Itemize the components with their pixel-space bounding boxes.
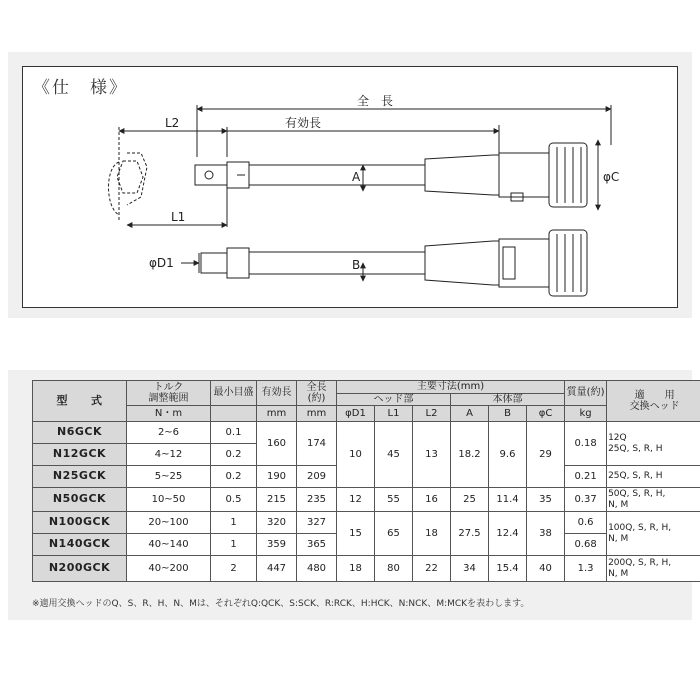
cell-b: 15.4 (489, 556, 527, 582)
specification-panel (8, 52, 692, 318)
header-effective-length: 有効長 (257, 381, 297, 406)
cell-l2: 18 (413, 512, 451, 556)
spec-table (32, 380, 700, 582)
table-row (33, 422, 700, 444)
drawing-frame (22, 66, 678, 308)
cell-total: 235 (297, 488, 337, 512)
label-b: B (352, 258, 361, 272)
cell-a: 27.5 (451, 512, 489, 556)
cell-min: 1 (211, 512, 257, 534)
cell-min: 0.2 (211, 466, 257, 488)
label-phi-d1: φD1 (149, 256, 174, 270)
grip-front (425, 155, 499, 195)
head-adaptor (195, 165, 227, 185)
head-outline (109, 153, 148, 215)
spec-title: 《仕 様》 (33, 78, 128, 98)
cell-heads: 50Q, S, R, H, N, M (607, 488, 700, 512)
cell-l2: 22 (413, 556, 451, 582)
cell-model: N50GCK (33, 488, 127, 512)
cell-total: 327 (297, 512, 337, 534)
header-b: B (489, 406, 527, 422)
cell-d1: 15 (337, 512, 375, 556)
cell-effective: 359 (257, 534, 297, 556)
side-shaft (249, 252, 425, 274)
cell-torque: 40~140 (127, 534, 211, 556)
cell-heads: 200Q, S, R, H, N, M (607, 556, 700, 582)
cell-min: 1 (211, 534, 257, 556)
label-a: A (352, 170, 361, 184)
cell-model: N140GCK (33, 534, 127, 556)
shaft (249, 165, 425, 185)
cell-min: 0.1 (211, 422, 257, 444)
cell-heads: 25Q, S, R, H (607, 466, 700, 488)
cell-torque: 20~100 (127, 512, 211, 534)
cell-a: 18.2 (451, 422, 489, 488)
label-l1: L1 (171, 210, 186, 224)
side-window (503, 247, 515, 279)
label-phi-c: φC (603, 170, 620, 184)
cell-mass: 0.68 (565, 534, 607, 556)
side-head-adaptor (201, 253, 227, 273)
torque-wrench-drawing (23, 67, 677, 307)
label-total-length: 全 長 (357, 94, 394, 108)
side-grip-front (425, 241, 499, 285)
unit-min-grad (211, 406, 257, 422)
header-c: φC (527, 406, 565, 422)
header-min-grad: 最小目盛 (211, 381, 257, 406)
cell-heads: 12Q 25Q, S, R, H (607, 422, 700, 466)
cell-b: 12.4 (489, 512, 527, 556)
cell-l2: 16 (413, 488, 451, 512)
cell-min: 0.2 (211, 444, 257, 466)
cell-total: 209 (297, 466, 337, 488)
header-a: A (451, 406, 489, 422)
side-grip-rear (499, 239, 549, 287)
cell-l1: 80 (375, 556, 413, 582)
cell-effective: 447 (257, 556, 297, 582)
header-l2: L2 (413, 406, 451, 422)
cell-mass: 1.3 (565, 556, 607, 582)
cell-model: N100GCK (33, 512, 127, 534)
cell-c: 38 (527, 512, 565, 556)
cell-l1: 55 (375, 488, 413, 512)
header-l1: L1 (375, 406, 413, 422)
cell-total: 365 (297, 534, 337, 556)
cell-a: 25 (451, 488, 489, 512)
cell-torque: 4~12 (127, 444, 211, 466)
unit-torque: N・m (127, 406, 211, 422)
cell-min: 2 (211, 556, 257, 582)
cell-c: 35 (527, 488, 565, 512)
cell-b: 11.4 (489, 488, 527, 512)
header-torque: トルク 調整範囲 (127, 381, 211, 406)
unit-total-length: mm (297, 406, 337, 422)
cell-torque: 2~6 (127, 422, 211, 444)
cell-a: 34 (451, 556, 489, 582)
cell-effective: 215 (257, 488, 297, 512)
cell-total: 480 (297, 556, 337, 582)
header-head: ヘッド部 (337, 393, 451, 406)
cell-total: 174 (297, 422, 337, 466)
cell-b: 9.6 (489, 422, 527, 488)
cell-model: N25GCK (33, 466, 127, 488)
side-collar (227, 248, 249, 278)
label-l2: L2 (165, 116, 180, 130)
cell-effective: 160 (257, 422, 297, 466)
cell-mass: 0.37 (565, 488, 607, 512)
cell-min: 0.5 (211, 488, 257, 512)
footnote: ※適用交換ヘッドのQ、S、R、H、N、Mは、それぞれQ:QCK、S:SCK、R:RCK、H:HCK、N:NCK、M:MCKを表わします。 (32, 599, 530, 609)
header-body: 本体部 (451, 393, 565, 406)
cell-effective: 320 (257, 512, 297, 534)
header-applicable-heads: 適 用 交換ヘッド (607, 381, 700, 422)
hex-nut-outline (117, 161, 143, 193)
cell-c: 40 (527, 556, 565, 582)
cell-l2: 13 (413, 422, 451, 488)
cell-c: 29 (527, 422, 565, 488)
cell-d1: 10 (337, 422, 375, 488)
cell-model: N6GCK (33, 422, 127, 444)
cell-effective: 190 (257, 466, 297, 488)
cell-l1: 65 (375, 512, 413, 556)
cell-d1: 18 (337, 556, 375, 582)
unit-mass: kg (565, 406, 607, 422)
cell-mass: 0.18 (565, 422, 607, 466)
table-row (33, 556, 700, 582)
spec-table-panel (8, 370, 692, 620)
cell-l1: 45 (375, 422, 413, 488)
unit-effective-length: mm (257, 406, 297, 422)
label-effective-length: 有効長 (285, 116, 322, 130)
cell-mass: 0.6 (565, 512, 607, 534)
header-total-length: 全長(約) (297, 381, 337, 406)
header-main-dims: 主要寸法(mm) (337, 381, 565, 394)
cell-torque: 5~25 (127, 466, 211, 488)
cell-d1: 12 (337, 488, 375, 512)
cell-mass: 0.21 (565, 466, 607, 488)
header-model: 型 式 (33, 381, 127, 422)
table-row (33, 512, 700, 534)
header-d1: φD1 (337, 406, 375, 422)
cell-heads: 100Q, S, R, H, N, M (607, 512, 700, 556)
table-row (33, 488, 700, 512)
grip-rear (499, 153, 549, 197)
cell-torque: 10~50 (127, 488, 211, 512)
cell-torque: 40~200 (127, 556, 211, 582)
cell-model: N200GCK (33, 556, 127, 582)
header-mass: 質量(約) (565, 381, 607, 406)
head-pin (205, 171, 213, 179)
cell-model: N12GCK (33, 444, 127, 466)
